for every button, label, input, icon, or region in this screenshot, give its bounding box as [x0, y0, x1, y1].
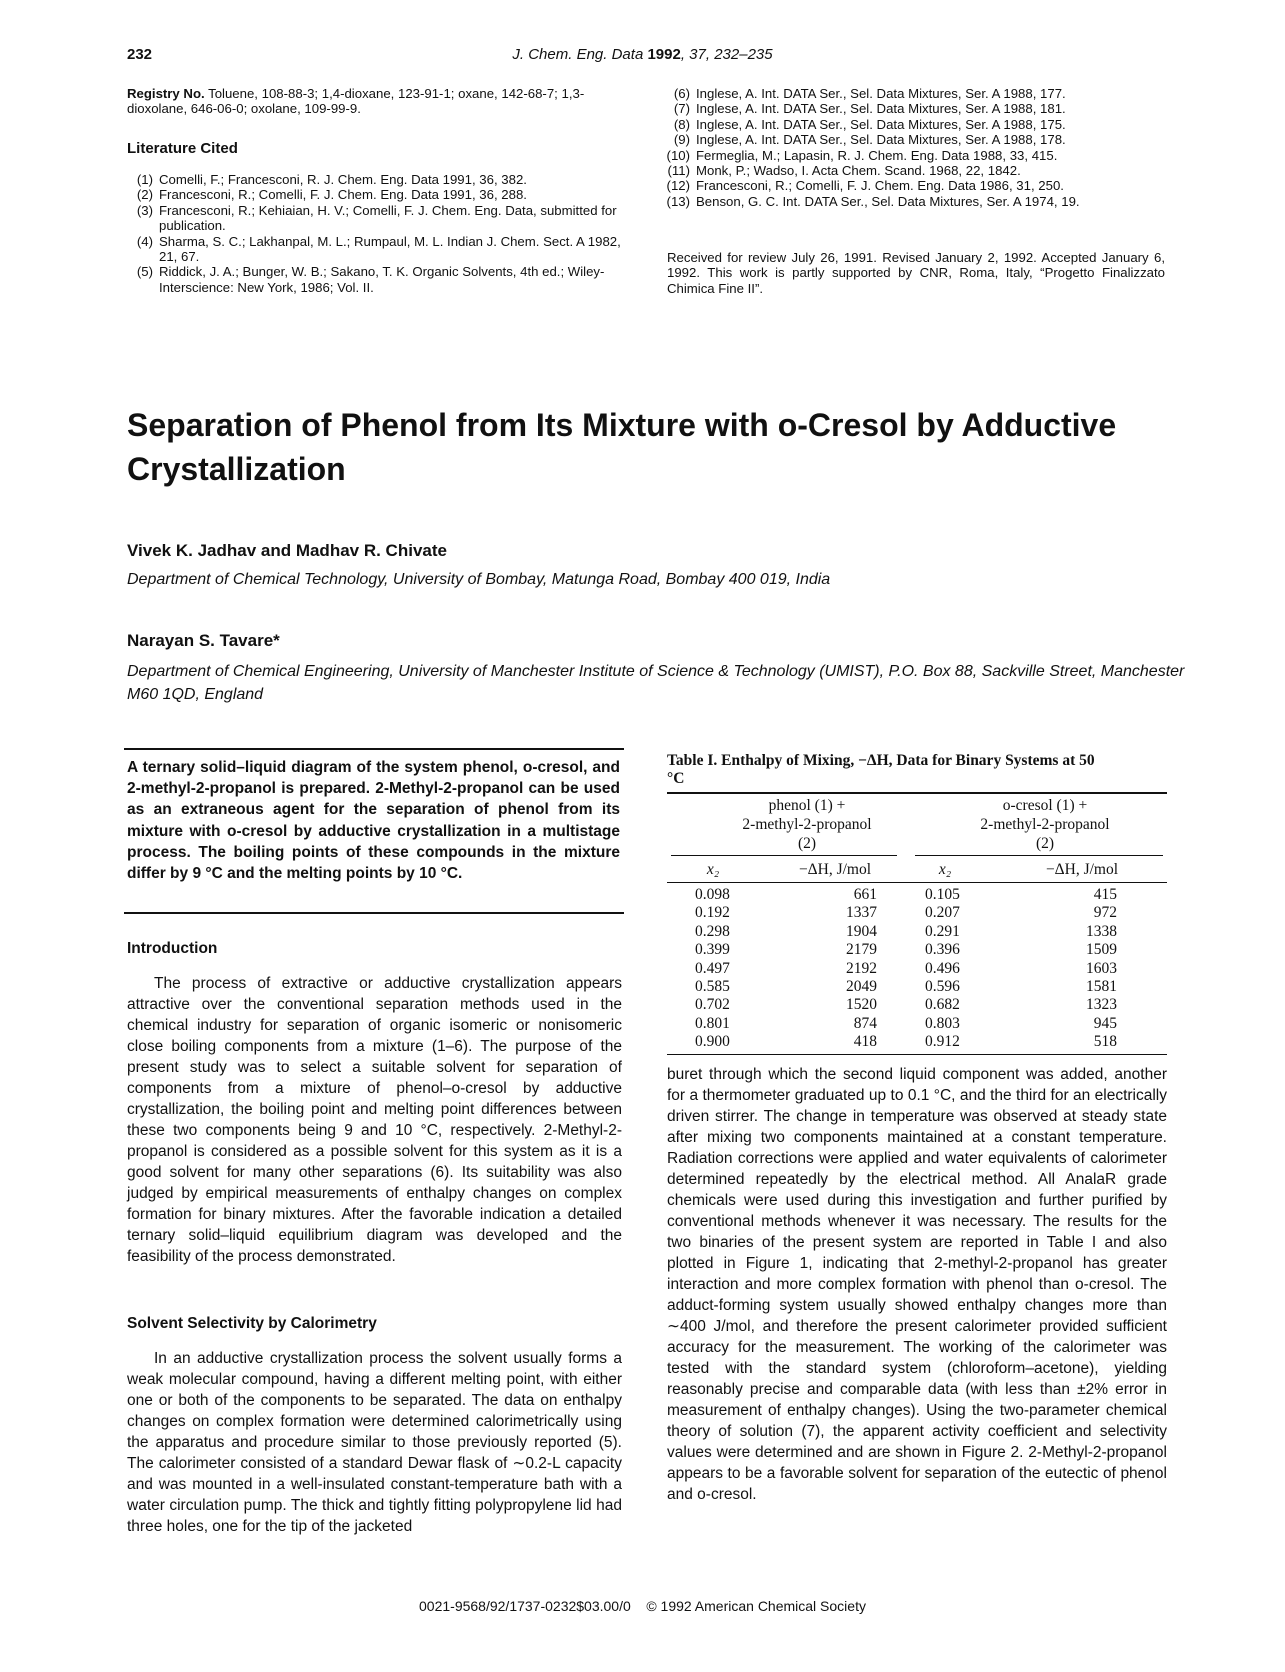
authors-group-1: Vivek K. Jadhav and Madhav R. Chivate [127, 541, 447, 560]
right-column-paragraph: buret through which the second liquid component was added, another for a thermometer graduated up to 0.1 °C, and the third for an electrically driven stirrer. The change in temperature was observed at steady state after mixing two components maintained at a constant temperature. Radiation corrections were applied and water equivalents of calorimeter determined repeatedly by the electrical method. All AnalaR grade chemicals were used during this investigation and further purified by conventional methods whenever it was necessary. The results for the two binaries of the present system are reported in Table I and also plotted in Figure 1, indicating that 2-methyl-2-propanol has greater interaction and more complex formation with phenol than o-cresol. The adduct-forming system usually showed enthalpy changes more than ∼400 J/mol, and therefore the present calorimeter provided sufficient accuracy for the measurement. The working of the calorimeter was tested with the standard system (chloroform–acetone), yielding reasonably precise and comparable data (with less than ±2% error in measurement of enthalpy changes). Using the two-parameter chemical theory of solution (7), the apparent activity coefficient and selectivity values were determined and are shown in Figure 2. 2-Methyl-2-propanol appears to be a favorable solvent for separation of the eutectic of phenol and o-cresol. [667, 1066, 1167, 1503]
reference-item [664, 194, 1164, 209]
authors-group-2: Narayan S. Tavare* [127, 631, 280, 650]
table-cell-enthalpy: 972 [1093, 904, 1117, 922]
introduction-heading: Introduction [127, 940, 218, 957]
dh-column-b [1017, 886, 1117, 1052]
reference-number: (4) [136, 233, 153, 249]
table-cell-enthalpy: 1509 [1086, 941, 1117, 959]
table-cell-x2: 0.298 [695, 922, 730, 940]
reference-text: Comelli, F.; Francesconi, R. J. Chem. Eng. Data 1991, 36, 382. [159, 172, 527, 187]
abstract: A ternary solid–liquid diagram of the system phenol, o-cresol, and 2-methyl-2-propanol is prepared. 2-Methyl-2-propanol can be used as an extraneous agent for the separation of phenol from its mixture with o-cresol by adductive crystallization in a multistage process. The boiling points of these compounds in the mixture differ by 9 °C and the melting points by 10 °C. [127, 759, 620, 883]
abstract-top-rule [124, 748, 624, 750]
literature-cited-heading: Literature Cited [127, 140, 238, 157]
table-cell-x2: 0.098 [695, 886, 730, 903]
reference-item [127, 264, 622, 295]
group2-underline [915, 855, 1163, 856]
table-cell-x2: 0.496 [925, 959, 960, 977]
reference-text: Inglese, A. Int. DATA Ser., Sel. Data Mixtures, Ser. A 1988, 175. [696, 116, 1066, 132]
reference-text: Riddick, J. A.; Bunger, W. B.; Sakano, T. K. Organic Solvents, 4th ed.; Wiley-Interscience: New York, 1986; Vol. II. [159, 264, 605, 295]
reference-item [127, 203, 622, 234]
table-cell-enthalpy: 1323 [1086, 996, 1117, 1014]
registry-numbers [127, 86, 622, 117]
table-cell-enthalpy: 1338 [1086, 922, 1117, 940]
reference-number: (10) [666, 147, 690, 163]
table-cell-enthalpy: 2179 [846, 941, 877, 959]
table-cell-enthalpy: 1603 [1086, 959, 1117, 977]
affiliation-1: Department of Chemical Technology, University of Bombay, Matunga Road, Bombay 400 019, India [127, 571, 831, 588]
x2-column-b [925, 886, 985, 1052]
issn-code: 0021-9568/92/1737-0232$03.00/0 [419, 1598, 631, 1614]
table-cell-enthalpy: 1520 [846, 996, 877, 1014]
reference-list-left [127, 172, 622, 295]
reference-item [664, 163, 1164, 178]
group1-line2: 2-methyl-2-propanol [742, 816, 872, 833]
table-group-header-phenol [707, 796, 907, 853]
group1-underline [671, 855, 897, 856]
table-cell-enthalpy: 518 [1093, 1033, 1117, 1051]
reference-number: (12) [666, 178, 690, 194]
reference-text: Francesconi, R.; Kehiaian, H. V.; Comelli, F. J. Chem. Eng. Data, submitted for publication. [159, 202, 617, 234]
reference-text: Monk, P.; Wadso, I. Acta Chem. Scand. 1968, 22, 1842. [696, 163, 1021, 179]
reference-text: Francesconi, R.; Comelli, F. J. Chem. Eng. Data 1991, 36, 288. [159, 187, 527, 203]
reference-number: (9) [673, 132, 690, 148]
reference-item [664, 101, 1164, 116]
table-cell-enthalpy: 945 [1093, 1014, 1117, 1032]
registry-label: Registry No. [127, 86, 205, 101]
table-cell-enthalpy: 2192 [846, 959, 877, 977]
reference-number: (2) [136, 187, 153, 203]
reference-number: (11) [667, 163, 690, 179]
running-header [0, 46, 1285, 63]
group1-line1: phenol (1) + [768, 797, 846, 814]
reference-text: Sharma, S. C.; Lakhanpal, M. L.; Rumpaul, M. L. Indian J. Chem. Sect. A 1982, 21, 67. [159, 233, 621, 265]
col-x2-a: x₂ [706, 861, 720, 878]
table-cell-x2: 0.596 [925, 977, 960, 995]
reference-text: Inglese, A. Int. DATA Ser., Sel. Data Mixtures, Ser. A 1988, 181. [696, 101, 1066, 117]
reference-text: Francesconi, R.; Comelli, F. J. Chem. Eng. Data 1986, 31, 250. [696, 178, 1064, 194]
group2-line1: o-cresol (1) + [1002, 797, 1088, 814]
table-cell-x2: 0.912 [925, 1033, 960, 1051]
table-cell-x2: 0.585 [695, 977, 730, 995]
table-cell-x2: 0.497 [695, 959, 730, 977]
table-header-rule [667, 882, 1167, 883]
copyright-notice: © 1992 American Chemical Society [646, 1598, 866, 1614]
reference-number: (13) [666, 193, 690, 209]
reference-text: Fermeglia, M.; Lapasin, R. J. Chem. Eng. Data 1988, 33, 415. [696, 147, 1058, 163]
reference-number: (1) [136, 172, 153, 187]
table-cell-enthalpy: 1904 [846, 922, 877, 940]
table-cell-x2: 0.105 [925, 886, 960, 903]
page-number: 232 [127, 46, 153, 63]
reference-text: Benson, G. C. Int. DATA Ser., Sel. Data Mixtures, Ser. A 1974, 19. [696, 193, 1080, 209]
reference-item [664, 132, 1164, 147]
reference-text: Inglese, A. Int. DATA Ser., Sel. Data Mixtures, Ser. A 1988, 177. [696, 86, 1066, 101]
col-dh-a: −ΔH, J/mol [798, 861, 872, 878]
solvent-selectivity-heading: Solvent Selectivity by Calorimetry [127, 1315, 377, 1332]
introduction-paragraph: The process of extractive or adductive crystallization appears attractive over the conventional separation methods used in the chemical industry for separation of organic isomeric or nonisomeric close boiling components from a mixture (1–6). The purpose of the present study was to select a suitable solvent for separation of components from a mixture of phenol–o-cresol by adductive crystallization, the boiling point and melting point differences between these two components being 9 and 10 °C, respectively. 2-Methyl-2-propanol is considered as a possible solvent for this system as it is a good solvent for many other separations (6). Its suitability was also judged by empirical measurements of enthalpy changes on complex formation for binary mixtures. After the favorable indication a detailed ternary solid–liquid equilibrium diagram was developed and the feasibility of the process demonstrated. [127, 975, 622, 1265]
registry-text: Toluene, 108-88-3; 1,4-dioxane, 123-91-1; oxane, 142-68-7; 1,3-dioxolane, 646-06-0; oxolane, 109-99-9. [127, 86, 585, 117]
title-line-1: Separation of Phenol from Its Mixture with o-Cresol by Adductive [127, 407, 1117, 443]
col-dh-b: −ΔH, J/mol [1045, 861, 1119, 878]
reference-item [664, 178, 1164, 193]
table-cell-enthalpy: 1581 [1086, 977, 1117, 995]
group2-line2: 2-methyl-2-propanol [980, 816, 1110, 833]
reference-item [127, 234, 622, 265]
reference-number: (5) [136, 264, 153, 280]
reference-number: (8) [673, 116, 690, 132]
col-x2-b: x₂ [938, 861, 952, 878]
table-cell-enthalpy: 2049 [846, 977, 877, 995]
table-cell-enthalpy: 661 [853, 886, 877, 903]
journal-name: J. Chem. Eng. Data [512, 46, 644, 63]
journal-volume-pages: , 37, 232–235 [680, 46, 773, 63]
table-caption: Table I. Enthalpy of Mixing, −ΔH, Data for Binary Systems at 50 °C [667, 752, 1095, 787]
table-cell-x2: 0.702 [695, 996, 730, 1014]
group2-line3: (2) [1035, 835, 1055, 852]
table-cell-x2: 0.207 [925, 904, 960, 922]
table-cell-x2: 0.396 [925, 941, 960, 959]
reference-number: (6) [673, 86, 690, 101]
table-cell-x2: 0.291 [925, 922, 960, 940]
table-cell-enthalpy: 418 [853, 1033, 877, 1051]
page-footer [0, 1598, 1285, 1614]
dh-column-a [777, 886, 877, 1052]
reference-item [664, 117, 1164, 132]
reference-item [664, 86, 1164, 101]
solvent-selectivity-paragraph: In an adductive crystallization process the solvent usually forms a weak molecular compound, having a different melting point, with either one or both of the components to be separated. The data on enthalpy changes on complex formation were determined calorimetrically using the apparatus and procedure similar to those previously reported (5). The calorimeter consisted of a standard Dewar flask of ∼0.2-L capacity and was mounted in a well-insulated constant-temperature bath with a water circulation pump. The thick and tightly fitting polypropylene lid had three holes, one for the tip of the jacketed [127, 1350, 622, 1535]
received-note: Received for review July 26, 1991. Revised January 2, 1992. Accepted January 6, 1992. This work is partly supported by CNR, Roma, Italy, “Progetto Finalizzato Chimica Fine II”. [667, 250, 1165, 296]
x2-column-a [695, 886, 755, 1052]
reference-item [127, 172, 622, 187]
table-cell-x2: 0.192 [695, 904, 730, 922]
affiliation-2: Department of Chemical Engineering, University of Manchester Institute of Science & Technology (UMIST), P.O. Box 88, Sackville Street, Manchester M60 1QD, England [127, 663, 1185, 703]
table-top-rule [667, 792, 1167, 794]
table-bottom-rule [667, 1054, 1167, 1055]
reference-number: (3) [136, 202, 153, 218]
reference-item [664, 148, 1164, 163]
reference-number: (7) [673, 101, 690, 117]
table-cell-x2: 0.900 [695, 1033, 730, 1051]
reference-text: Inglese, A. Int. DATA Ser., Sel. Data Mixtures, Ser. A 1988, 178. [696, 132, 1066, 148]
table-cell-enthalpy: 415 [1093, 886, 1117, 903]
reference-item [127, 187, 622, 202]
table-cell-x2: 0.803 [925, 1014, 960, 1032]
table-cell-enthalpy: 874 [853, 1014, 877, 1032]
abstract-bottom-rule [124, 912, 624, 914]
article-title [127, 403, 1187, 491]
reference-list-right [664, 86, 1164, 209]
journal-year: 1992 [647, 46, 681, 63]
title-line-2: Crystallization [127, 451, 346, 487]
table-cell-enthalpy: 1337 [846, 904, 877, 922]
group1-line3: (2) [797, 835, 817, 852]
table-cell-x2: 0.399 [695, 941, 730, 959]
table-cell-x2: 0.801 [695, 1014, 730, 1032]
table-group-header-ocresol [935, 796, 1155, 853]
table-cell-x2: 0.682 [925, 996, 960, 1014]
